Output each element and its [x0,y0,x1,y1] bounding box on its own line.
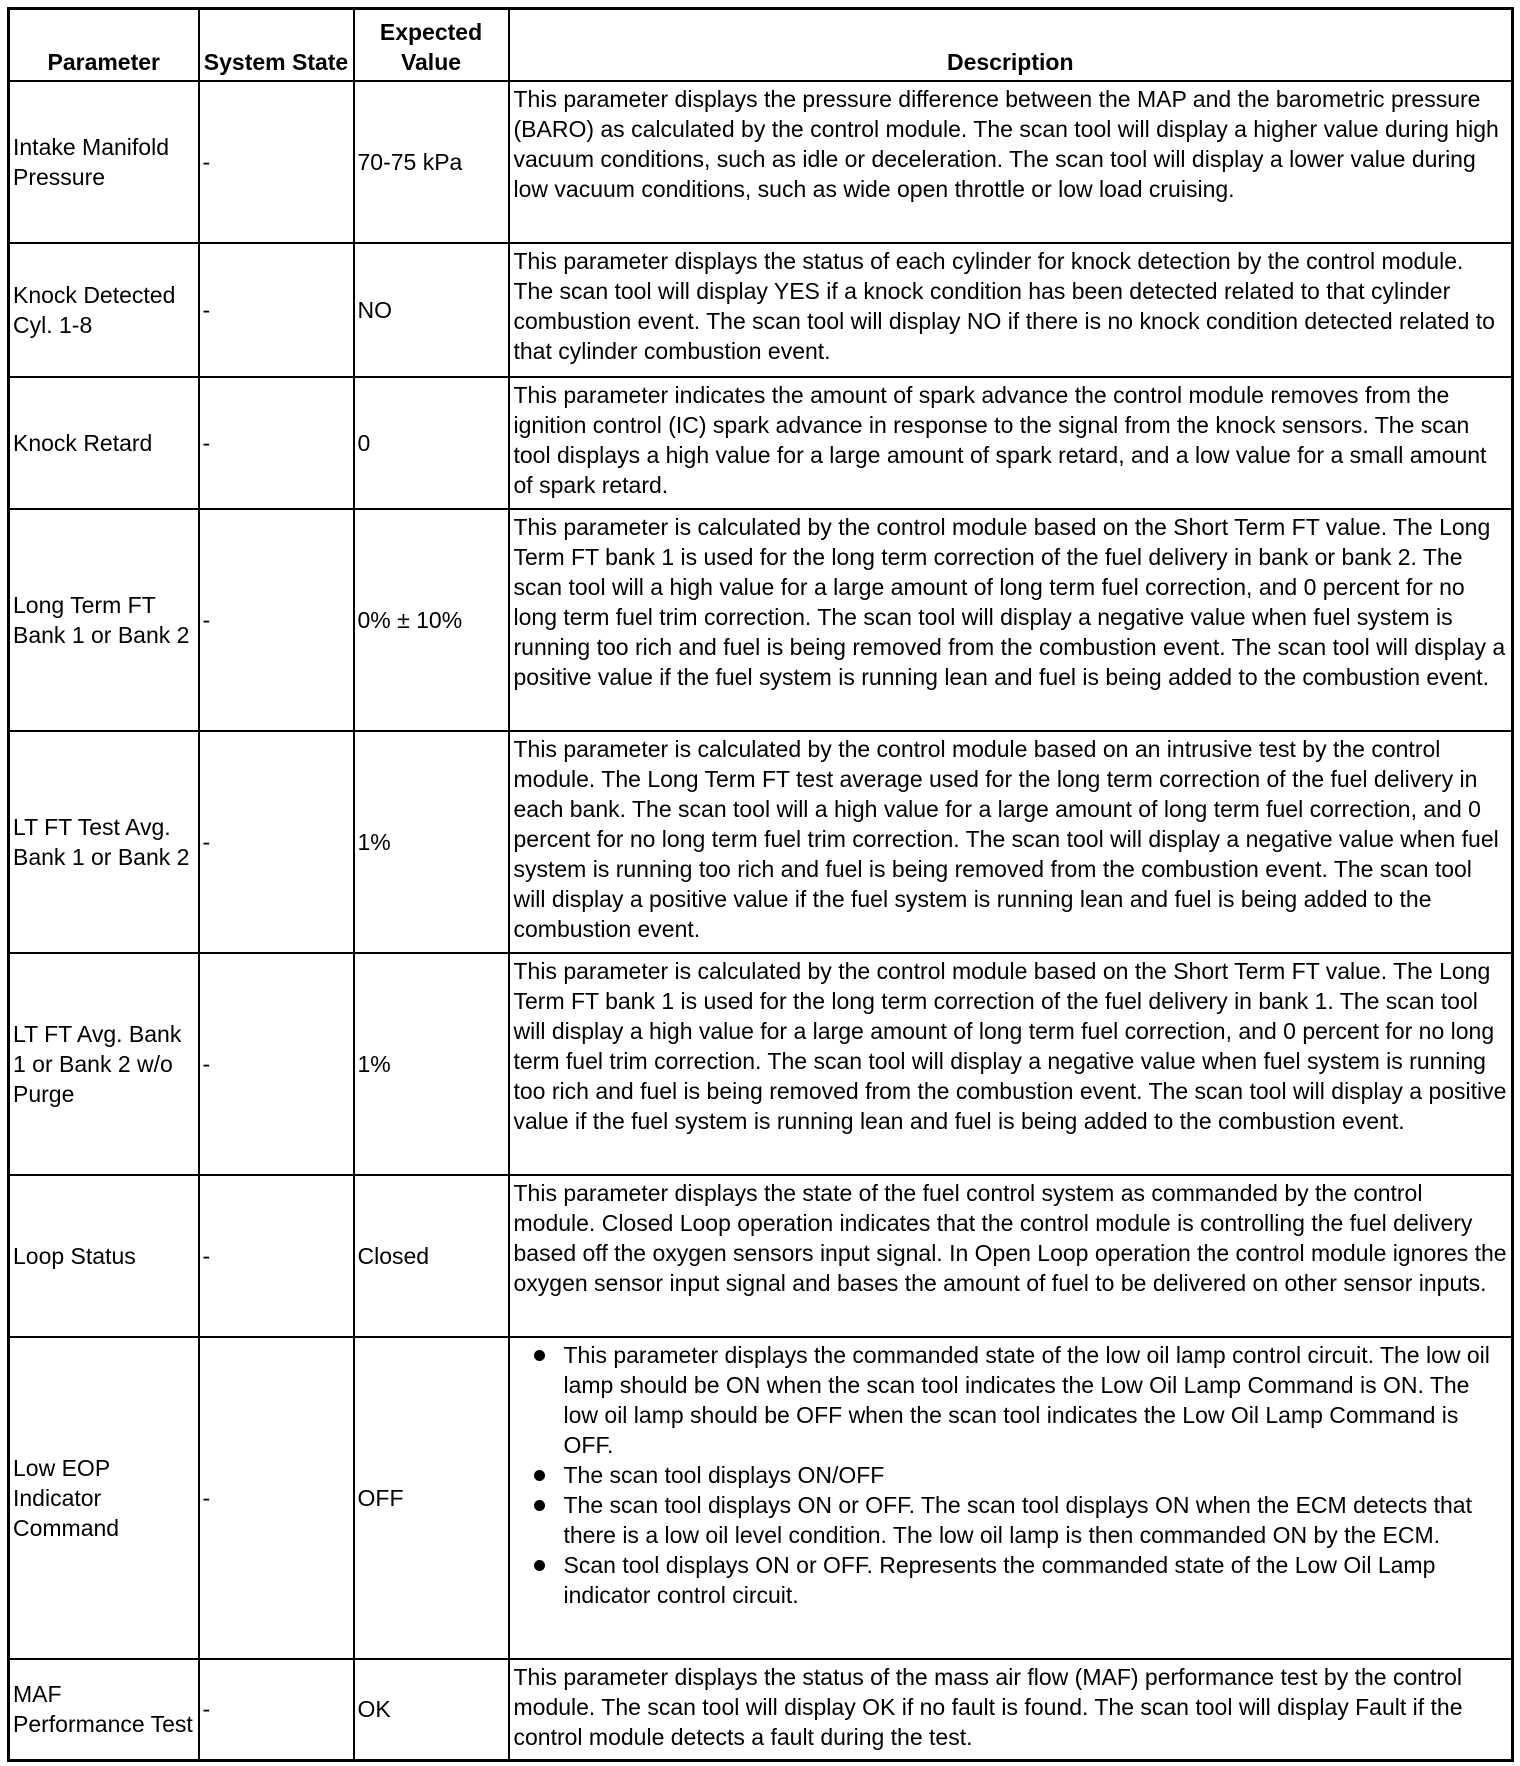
cell-description: This parameter is calculated by the control module based on the Short Term FT value. The Long Term FT bank 1 is used for the long term correction of the fuel delivery in bank or bank 2. The scan tool will a high value for a large amount of long term fuel correction, and 0 percent for no long term fuel trim correction. The scan tool will display a negative value when fuel system is running too rich and fuel is being removed from the combustion event. The scan tool will display a positive value if the fuel system is running lean and fuel is being added to the combustion event. [509,509,1513,731]
table-row [9,1337,1513,1659]
table-row [9,1659,1513,1761]
table-row [9,731,1513,953]
cell-description: This parameter indicates the amount of spark advance the control module removes from the ignition control (IC) spark advance in response to the signal from the knock sensors. The scan tool displays a high value for a large amount of spark retard, and a low value for a small amount of spark retard. [509,377,1513,509]
cell-description: This parameter displays the status of the mass air flow (MAF) performance test by the control module. The scan tool will display OK if no fault is found. The scan tool will display Fault if the control module detects a fault during the test. [509,1659,1513,1761]
cell-expected-value: 1% [354,731,509,953]
cell-parameter: Intake Manifold Pressure [9,81,199,243]
cell-description: This parameter displays the state of the fuel control system as commanded by the control module. Closed Loop operation indicates that the control module is controlling the fuel delivery based off the oxygen sensors input signal. In Open Loop operation the control module ignores the oxygen sensor input signal and bases the amount of fuel to be delivered on other sensor inputs. [509,1175,1513,1337]
cell-system-state: - [199,81,354,243]
header-row [9,9,1513,81]
cell-parameter: MAF Performance Test [9,1659,199,1761]
description-bullet: This parameter displays the commanded state of the low oil lamp control circuit. The low oil lamp should be ON when the scan tool indicates the Low Oil Lamp Command is ON. The low oil lamp should be OFF when the scan tool indicates the Low Oil Lamp Command is OFF. [564,1340,1508,1460]
cell-description: This parameter displays the status of each cylinder for knock detection by the control module. The scan tool will display YES if a knock condition has been detected related to that cylinder combustion event. The scan tool will display NO if there is no knock condition detected related to that cylinder combustion event. [509,243,1513,377]
cell-description: This parameter displays the pressure difference between the MAP and the barometric pressure (BARO) as calculated by the control module. The scan tool will display a higher value during high vacuum conditions, such as idle or deceleration. The scan tool will display a lower value during low vacuum conditions, such as wide open throttle or low load cruising. [509,81,1513,243]
cell-expected-value: OK [354,1659,509,1761]
cell-parameter: Knock Detected Cyl. 1-8 [9,243,199,377]
cell-expected-value: OFF [354,1337,509,1659]
table-row [9,1175,1513,1337]
cell-description: This parameter is calculated by the control module based on an intrusive test by the control module. The Long Term FT test average used for the long term correction of the fuel delivery in each bank. The scan tool will a high value for a large amount of long term fuel correction, and 0 percent for no long term fuel trim correction. The scan tool will display a negative value when fuel system is running too rich and fuel is being removed from the combustion event. The scan tool will display a positive value if the fuel system is running lean and fuel is being added to the combustion event. [509,731,1513,953]
table-row [9,243,1513,377]
cell-expected-value: 70-75 kPa [354,81,509,243]
cell-system-state: - [199,953,354,1175]
cell-parameter: LT FT Test Avg. Bank 1 or Bank 2 [9,731,199,953]
description-bullet-list [514,1340,1508,1610]
cell-system-state: - [199,377,354,509]
cell-expected-value: 0% ± 10% [354,509,509,731]
header-expected-value: Expected Value [354,9,509,81]
description-bullet: Scan tool displays ON or OFF. Represents the commanded state of the Low Oil Lamp indicator control circuit. [564,1550,1508,1610]
cell-parameter: Knock Retard [9,377,199,509]
cell-system-state: - [199,509,354,731]
cell-system-state: - [199,731,354,953]
cell-expected-value: 1% [354,953,509,1175]
cell-system-state: - [199,1337,354,1659]
description-bullet: The scan tool displays ON/OFF [564,1460,1508,1490]
cell-parameter: LT FT Avg. Bank 1 or Bank 2 w/o Purge [9,953,199,1175]
cell-description: This parameter is calculated by the control module based on the Short Term FT value. The Long Term FT bank 1 is used for the long term correction of the fuel delivery in bank 1. The scan tool will display a high value for a large amount of long term fuel correction, and 0 percent for no long term fuel trim correction. The scan tool will display a negative value when fuel system is running too rich and fuel is being removed from the combustion event. The scan tool will display a positive value if the fuel system is running lean and fuel is being added to the combustion event. [509,953,1513,1175]
cell-parameter: Long Term FT Bank 1 or Bank 2 [9,509,199,731]
table-row [9,953,1513,1175]
cell-expected-value: NO [354,243,509,377]
table-row [9,81,1513,243]
table-row [9,509,1513,731]
table-row [9,377,1513,509]
cell-description [509,1337,1513,1659]
header-description: Description [509,9,1513,81]
parameter-table [7,7,1514,1762]
cell-expected-value: 0 [354,377,509,509]
description-bullet: The scan tool displays ON or OFF. The scan tool displays ON when the ECM detects that there is a low oil level condition. The low oil lamp is then commanded ON by the ECM. [564,1490,1508,1550]
cell-system-state: - [199,243,354,377]
cell-parameter: Low EOP Indicator Command [9,1337,199,1659]
cell-expected-value: Closed [354,1175,509,1337]
header-parameter: Parameter [9,9,199,81]
cell-parameter: Loop Status [9,1175,199,1337]
cell-system-state: - [199,1175,354,1337]
cell-system-state: - [199,1659,354,1761]
header-system-state: System State [199,9,354,81]
